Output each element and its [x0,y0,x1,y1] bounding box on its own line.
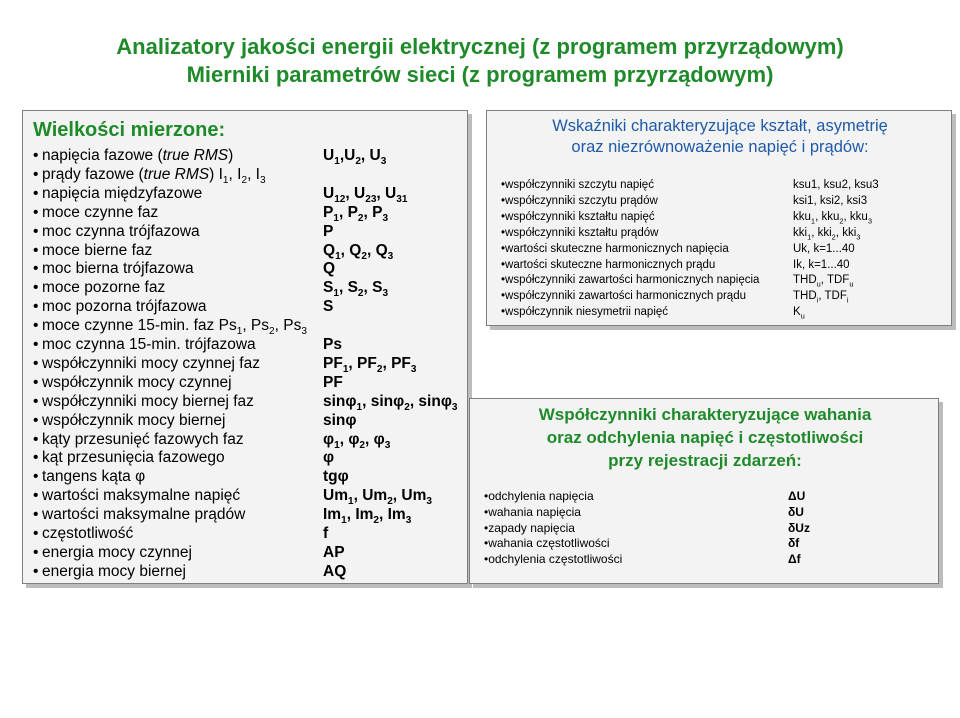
shape-indicator-value: $THD_u$, $TDF_u$ [793,274,854,289]
measured-quantity-label: częstotliwość [42,525,134,542]
measured-quantity-item [33,317,307,337]
measured-quantity-item [33,506,245,524]
bullet-icon: • [33,317,39,335]
shape-indicator-label: wartości skuteczne harmonicznych napięcia [505,242,729,255]
measured-quantity-item [33,279,165,297]
measured-quantity-item [33,449,225,467]
bullet-icon: • [33,336,39,353]
shape-indicator-item [501,195,658,207]
measured-quantity-item [33,185,202,203]
fluctuation-indicator-value: δf [788,536,800,551]
shape-indicator-item [501,243,729,255]
measured-quantities-heading: Wielkości mierzone: [33,119,226,141]
shape-indicator-value: $K_u$ [793,306,805,321]
bullet-icon: • [33,562,39,580]
measured-quantity-label: energia mocy czynnej [42,543,192,561]
bullet-icon: • [33,468,39,486]
bullet-icon: • [33,147,39,164]
measured-quantity-item [33,223,200,241]
bullet-icon: • [33,298,39,316]
bullet-icon: • [501,258,506,271]
bullet-icon: • [33,430,39,448]
measured-quantity-value: S [323,298,334,316]
fluctuation-indicator-value: δUz [788,520,810,535]
shape-indicator-label: współczynnik niesymetrii napięć [505,306,669,319]
shape-indicator-item [501,306,668,318]
fluctuation-heading-line-1: Współczynniki charakteryzujące wahania [538,405,872,424]
measured-quantity-value: $Q_1$, $Q_2$, $Q_3$ [323,241,394,262]
fluctuation-indicator-label: wahania częstotliwości [488,536,610,551]
measured-quantity-label: moce czynne faz [42,203,159,221]
shape-indicator-label: współczynniki zawartości harmonicznych napięcia [505,274,760,287]
measured-quantity-value: φ [323,449,335,467]
measured-quantity-label: moce pozorne faz [42,279,166,297]
measured-quantity-label: współczynniki mocy biernej faz [42,392,254,410]
measured-quantity-label: moc bierna trójfazowa [42,260,194,278]
shape-asymmetry-heading-line-2: oraz niezrównoważenie napięć i prądów: [571,138,869,156]
bullet-icon: • [33,487,39,505]
bullet-icon: • [33,411,39,429]
bullet-icon: • [33,279,39,297]
shape-indicator-value: Uk, k=1...40 [793,242,855,255]
bullet-icon: • [484,520,489,535]
fluctuation-indicator-item [484,489,594,503]
measured-quantity-label: moc czynna trójfazowa [42,222,200,240]
bullet-icon: • [501,210,506,223]
fluctuation-heading-line-2: oraz odchylenia napięć i częstotliwości [546,428,864,447]
bullet-icon: • [33,241,39,259]
measured-quantity-item [33,204,158,222]
bullet-icon: • [501,306,506,319]
bullet-icon: • [33,203,39,221]
bullet-icon: • [33,165,39,183]
shape-indicator-value: kki$_1$, kki$_2$, kki$_3$ [793,226,861,241]
bullet-icon: • [33,260,39,278]
shape-indicator-item [501,211,655,223]
shape-indicator-item [501,227,658,239]
fluctuation-indicator-value: Δf [788,552,801,567]
shape-indicator-value: kku$_1$, kku$_2$, kku$_3$ [793,210,872,226]
fluctuation-indicator-item [484,552,622,566]
measured-quantity-value: AQ [323,562,347,580]
bullet-icon: • [33,449,39,467]
fluctuation-indicator-label: wahania napięcia [488,504,581,519]
fluctuation-indicator-label: odchylenia częstotliwości [488,552,623,567]
measured-quantity-value: $PF_1$, $PF_2$, $PF_3$ [323,354,417,375]
bullet-icon: • [501,179,506,191]
bullet-icon: • [484,504,489,519]
measured-quantity-value: $\varphi_1$, $\varphi_2$, $\varphi_3$ [323,430,391,451]
shape-indicator-value: $THD_i$, $TDF_i$ [793,290,849,305]
measured-quantity-item [33,487,240,505]
bullet-icon: • [33,373,39,391]
fluctuation-indicator-item [484,505,581,519]
fluctuation-indicator-label: odchylenia napięcia [488,489,594,503]
fluctuation-heading-line-3: przy rejestracji zdarzeń: [608,451,802,470]
measured-quantity-label: kąty przesunięć fazowych faz [42,430,244,448]
bullet-icon: • [33,392,39,410]
title-line-2: Mierniki parametrów sieci (z programem przyrządowym) [186,62,774,87]
measured-quantity-item [33,336,256,354]
bullet-icon: • [33,354,39,372]
shape-indicator-item [501,290,746,302]
measured-quantity-value: f [323,525,329,542]
measured-quantity-value: Q [323,260,336,278]
measured-quantity-item [33,166,266,186]
measured-quantity-item [33,431,244,449]
fluctuation-indicator-value: ΔU [788,489,806,503]
bullet-icon: • [501,242,506,255]
fluctuation-panel [469,398,939,584]
measured-quantity-label: moc pozorna trójfazowa [42,298,207,316]
measured-quantity-value: $Um_1$, $Um_2$, $Um_3$ [323,487,432,508]
measured-quantity-label: prądy fazowe (true RMS) $I_1$, $I_2$, $I_3$ [42,165,266,186]
measured-quantity-item [33,412,226,430]
measured-quantity-label: energia mocy biernej [42,562,186,580]
fluctuation-indicator-item [484,536,610,550]
measured-quantity-value: $P_1$, $P_2$, $P_3$ [323,203,389,224]
measured-quantity-item [33,525,133,543]
measured-quantity-label: moc czynna 15-min. trójfazowa [42,336,256,353]
measured-quantity-label: napięcia fazowe (true RMS) [42,147,234,164]
bullet-icon: • [501,226,506,239]
shape-indicator-item [501,259,715,271]
measured-quantity-item [33,298,207,316]
measured-quantity-label: tangens kąta φ [42,468,146,486]
bullet-icon: • [33,525,39,542]
measured-quantity-item [33,563,186,581]
shape-indicator-label: współczynniki szczytu napięć [505,179,654,191]
measured-quantity-value: $U_{12}$, $U_{23}$, $U_{31}$ [323,184,408,205]
shape-indicator-value: ksu1, ksu2, ksu3 [793,179,879,191]
measured-quantity-label: współczynniki mocy czynnej faz [42,354,260,372]
measured-quantity-value: $Im_1$, $Im_2$, $Im_3$ [323,506,412,527]
measured-quantity-value: sinφ [323,411,357,429]
measured-quantity-label: współczynnik mocy czynnej [42,373,232,391]
measured-quantity-item [33,242,152,260]
measured-quantity-item [33,355,260,373]
measured-quantity-value: $S_1$, $S_2$, $S_3$ [323,279,389,300]
shape-indicator-label: współczynniki szczytu prądów [505,194,658,207]
measured-quantity-label: wartości maksymalne prądów [42,506,246,524]
measured-quantity-value: Ps [323,336,342,353]
measured-quantity-item [33,393,254,411]
bullet-icon: • [501,194,506,207]
measured-quantity-label: kąt przesunięcia fazowego [42,449,225,467]
shape-asymmetry-heading-line-1: Wskaźniki charakteryzujące kształt, asymetrię [552,117,888,135]
bullet-icon: • [33,222,39,240]
title-line-1: Analizatory jakości energii elektrycznej (z programem przyrządowym) [116,34,844,59]
measured-quantity-label: wartości maksymalne napięć [42,487,241,505]
shape-indicator-label: wartości skuteczne harmonicznych prądu [505,258,716,271]
bullet-icon: • [484,552,489,567]
shape-indicator-value: Ik, k=1...40 [793,258,850,271]
fluctuation-indicator-label: zapady napięcia [488,520,575,535]
bullet-icon: • [33,506,39,524]
measured-quantity-value: tgφ [323,468,349,486]
shape-indicator-item [501,274,759,286]
measured-quantity-label: moce czynne 15-min. faz $Ps_1$, $Ps_2$, $Ps_3$ [42,317,307,338]
bullet-icon: • [501,274,506,287]
shape-asymmetry-panel [486,110,952,326]
shape-indicator-item [501,179,654,191]
bullet-icon: • [501,290,506,303]
shape-indicator-value: ksi1, ksi2, ksi3 [793,194,868,207]
bullet-icon: • [484,536,489,551]
measured-quantity-value: PF [323,373,343,391]
measured-quantity-label: napięcia międzyfazowe [42,184,203,202]
measured-quantity-value: AP [323,543,345,561]
shape-indicator-label: współczynniki kształtu prądów [505,226,659,239]
bullet-icon: • [33,184,39,202]
measured-quantity-label: współczynnik mocy biernej [42,411,226,429]
shape-indicator-label: współczynniki kształtu napięć [505,210,655,223]
measured-quantity-item [33,374,232,392]
measured-quantities-panel [22,110,468,584]
measured-quantity-value: $U_1,U_2$, $U_3$ [323,147,387,168]
bullet-icon: • [484,489,489,503]
measured-quantity-value: P [323,222,334,240]
measured-quantity-item [33,468,145,486]
measured-quantity-item [33,147,233,165]
fluctuation-indicator-item [484,521,575,535]
shape-indicator-label: współczynniki zawartości harmonicznych prądu [505,290,746,303]
bullet-icon: • [33,543,39,561]
fluctuation-indicator-value: δU [788,504,804,519]
measured-quantity-item [33,260,194,278]
measured-quantity-item [33,544,192,562]
measured-quantity-label: moce bierne faz [42,241,153,259]
measured-quantity-value: sinφ$_1$, sinφ$_2$, sinφ$_3$ [323,392,458,413]
